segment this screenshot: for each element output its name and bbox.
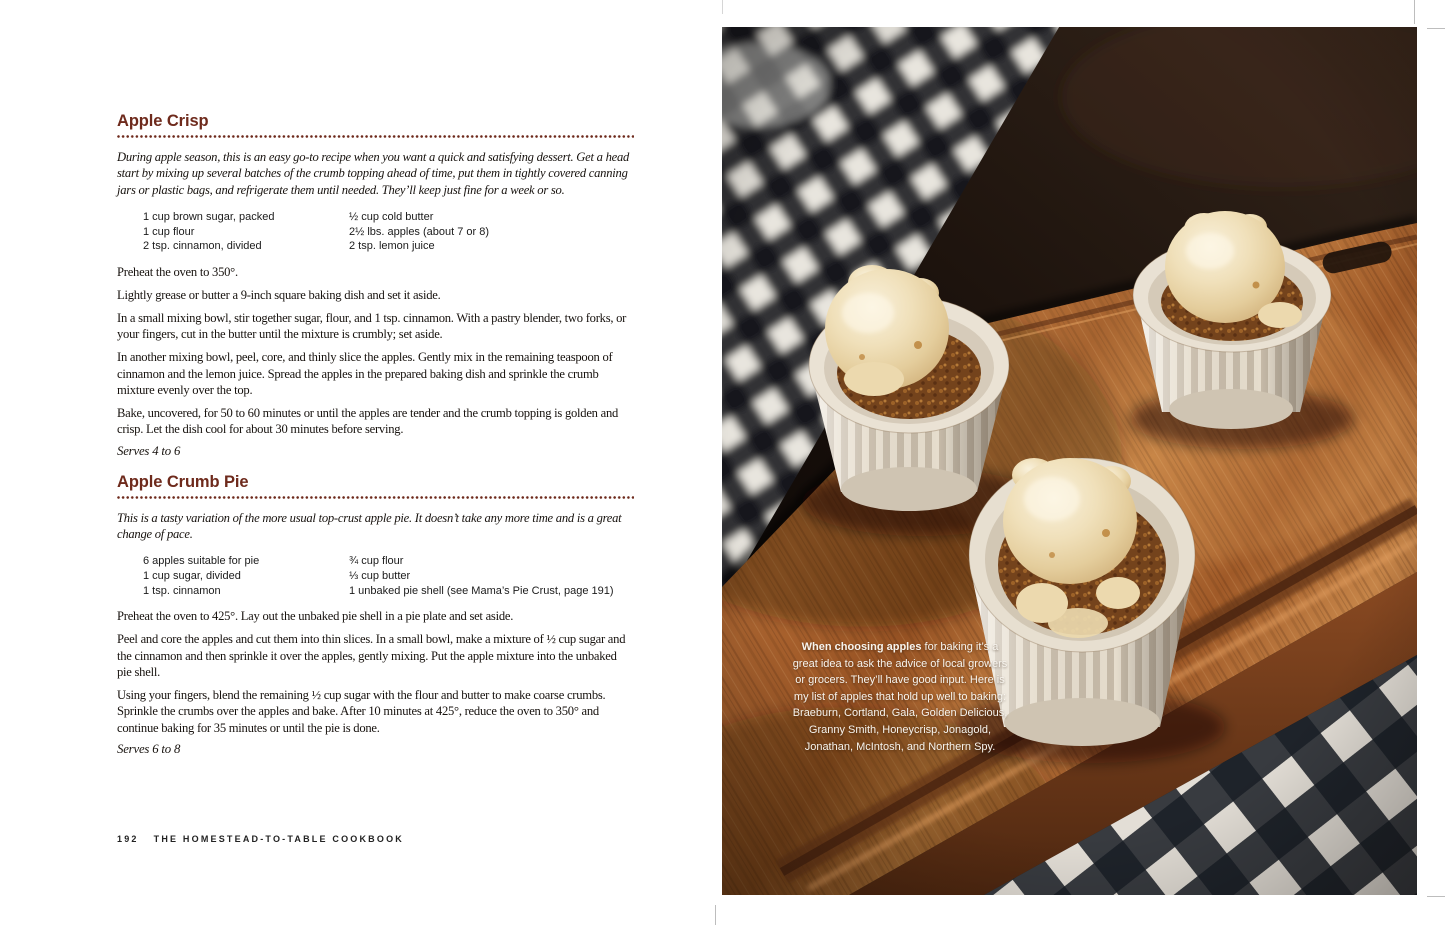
crop-mark xyxy=(722,0,723,14)
ingredient-column-2 xyxy=(349,554,634,598)
ingredient-item: 2 tsp. lemon juice xyxy=(349,240,435,253)
recipe-step: Bake, uncovered, for 50 to 60 minutes or until the apples are tender and the crumb topping is golden and crisp. Let the dish cool for about 30 minutes before serving. xyxy=(117,405,619,437)
crop-mark xyxy=(1427,896,1445,897)
recipe-step: In another mixing bowl, peel, core, and thinly slice the apples. Gently mix in the remaining teaspoon of cinnamon and the lemon juice. Spread the apples in the prepared baking dish and sprinkle the crumb mixture evenly over the top. xyxy=(117,350,613,397)
recipe-step: Lightly grease or butter a 9-inch square baking dish and set it aside. xyxy=(117,287,441,302)
ingredient-item: 2½ lbs. apples (about 7 or 8) xyxy=(349,225,490,238)
ingredient-list xyxy=(117,210,634,254)
recipe-apple-crisp xyxy=(117,112,634,459)
recipe-intro: This is a tasty variation of the more usual top-crust apple pie. It doesn’t take any more time and is a great change of pace. xyxy=(117,510,622,542)
recipe-title: Apple Crisp xyxy=(117,112,209,130)
dotted-rule xyxy=(117,135,634,138)
recipe-step: In a small mixing bowl, stir together sugar, flour, and 1 tsp. cinnamon. With a pastry blender, two forks, or your fingers, cut in the butter until the mixture is crumbly; set aside. xyxy=(117,310,627,342)
recipe-step: Using your fingers, blend the remaining ½ cup sugar with the flour and butter to make coarse crumbs. Sprinkle the crumbs over the apples and bake. After 10 minutes at 425°, reduce the oven to 350° and continue baking for 35 minutes or until the pie is done. xyxy=(117,687,606,735)
ingredient-column-1 xyxy=(117,210,349,254)
ingredient-item: 1 tsp. cinnamon xyxy=(143,584,221,597)
recipe-step: Preheat the oven to 350°. xyxy=(117,265,238,279)
crop-mark xyxy=(715,905,716,925)
recipe-intro: During apple season, this is an easy go-to recipe when you want a quick and satisfying dessert. Get a head start by mixing up several batches of the crumb topping ahead of time, put them in tightly covered canning jars or plastic bags, and refrigerate them until needed. They’ll keep just fine for a week or so. xyxy=(117,150,630,197)
photo-art xyxy=(722,27,1417,895)
book-title: THE HOMESTEAD-TO-TABLE COOKBOOK xyxy=(153,834,404,844)
crop-mark xyxy=(1427,28,1445,29)
page-number: 192 xyxy=(117,834,139,844)
page-footer xyxy=(117,834,404,844)
ingredient-item: 1 cup brown sugar, packed xyxy=(143,211,275,224)
ingredient-item: 2 tsp. cinnamon, divided xyxy=(143,240,262,253)
ingredient-item: 6 apples suitable for pie xyxy=(143,555,260,568)
photo-vignette xyxy=(722,27,1417,895)
ingredient-item: 1 cup flour xyxy=(143,225,195,238)
dotted-rule xyxy=(117,496,634,499)
ingredient-item: ⅓ cup butter xyxy=(349,570,411,583)
recipe-title: Apple Crumb Pie xyxy=(117,472,249,491)
ingredient-item: ½ cup cold butter xyxy=(349,211,434,224)
crop-mark xyxy=(1414,0,1415,24)
serves-note: Serves 4 to 6 xyxy=(117,443,181,458)
photo-caption xyxy=(792,639,1008,755)
ingredient-column-2 xyxy=(349,210,634,254)
recipe-text-page xyxy=(117,112,634,757)
recipe-step: Preheat the oven to 425°. Lay out the unbaked pie shell in a pie plate and set aside. xyxy=(117,609,514,624)
ingredient-list xyxy=(117,554,634,598)
recipe-step: Peel and core the apples and cut them into thin slices. In a small bowl, make a mixture of ½ cup sugar and the cinnamon and then sprinkle it over the apples, gently mixing. Put the apple mixture into the unbaked pie shell. xyxy=(117,632,626,679)
recipe-apple-crumb-pie xyxy=(117,473,634,757)
photo-caption-lead: When choosing apples xyxy=(801,641,922,653)
ingredient-item: 1 unbaked pie shell (see Mama’s Pie Crust, page 191) xyxy=(349,584,614,597)
photo-caption-text: for baking it’s a great idea to ask the advice of local growers or grocers. They’ll have good input. Here is my list of apples that hold up well to baking: Braeburn, Cortland, Gala, Golden Delicious, Granny Smith, Honeycrisp, Jonagold, Jonathan, McIntosh, and Northern Spy. xyxy=(792,641,1008,753)
apple-crisp-photo xyxy=(722,27,1417,895)
ingredient-item: 1 cup sugar, divided xyxy=(143,570,241,583)
ingredient-item: ¾ cup flour xyxy=(349,555,404,568)
serves-note: Serves 6 to 8 xyxy=(117,742,181,757)
ingredient-column-1 xyxy=(117,554,349,598)
